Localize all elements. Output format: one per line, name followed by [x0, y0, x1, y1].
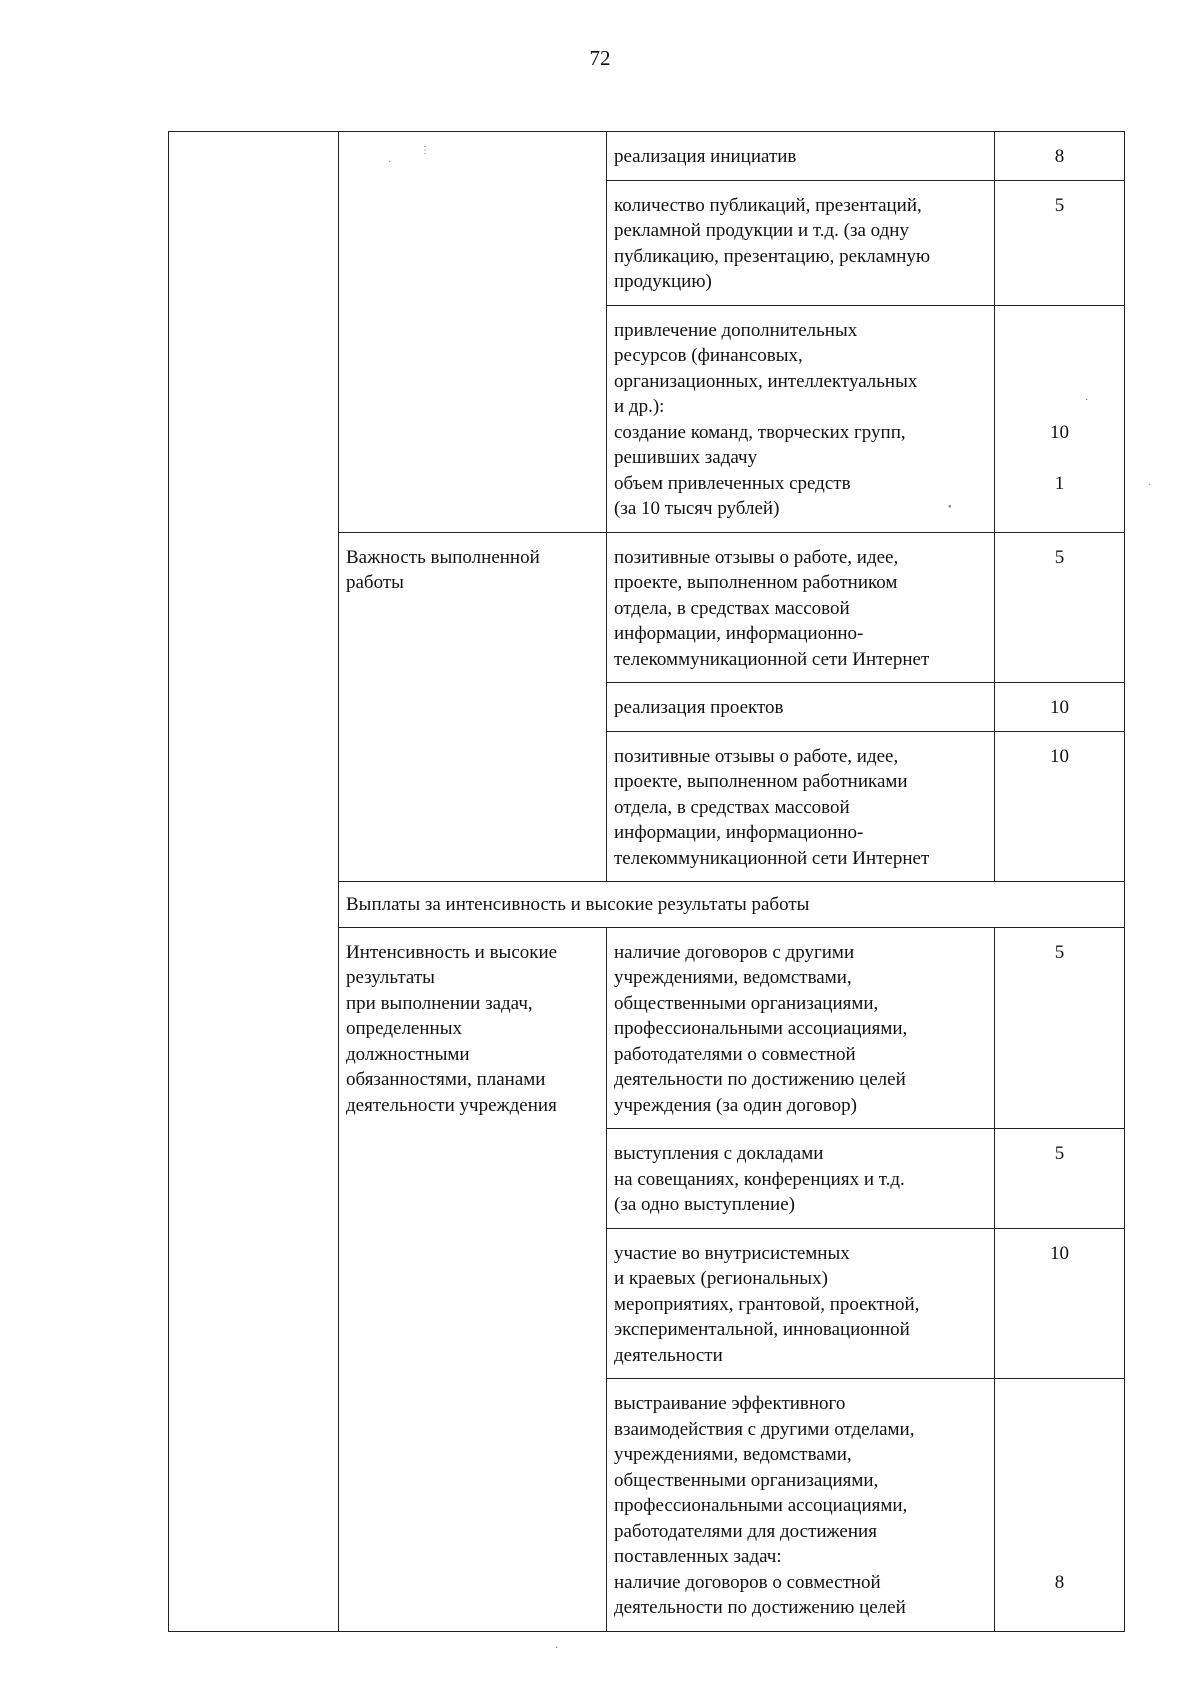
criterion-line: деятельности — [614, 1344, 723, 1366]
indicator-line: при выполнении задач, — [346, 992, 533, 1014]
criterion-line: реализация инициатив — [614, 146, 797, 167]
indicator-cell — [339, 532, 607, 882]
criterion-line: позитивные отзывы о работе, идее, — [614, 546, 899, 568]
criterion-line: объем привлеченных средств — [614, 472, 851, 494]
criterion-line: привлечение дополнительных — [614, 319, 858, 341]
criterion-line: учреждениями, ведомствами, — [614, 1444, 852, 1465]
criterion-line: создание команд, творческих групп, — [614, 421, 906, 443]
criterion-line: экспериментальной, инновационной — [614, 1319, 910, 1340]
criterion-line: выступления с докладами — [614, 1143, 824, 1164]
indicator-line: должностными — [346, 1043, 470, 1065]
score-cell — [995, 1129, 1125, 1229]
criterion-line: проекте, выполненном работниками — [614, 771, 908, 792]
criterion-line: (за одно выступление) — [614, 1194, 795, 1215]
criterion-line: ресурсов (финансовых, — [614, 345, 803, 366]
criterion-line: телекоммуникационной сети Интернет — [614, 847, 930, 869]
criterion-line: и краевых (региональных) — [614, 1268, 828, 1289]
score-value: 5 — [1054, 941, 1065, 963]
criterion-line: количество публикаций, презентаций, — [614, 194, 922, 216]
indicator-line: Важность выполненной — [346, 546, 540, 568]
indicator-line: результаты — [346, 967, 435, 988]
criterion-line: наличие договоров о совместной — [614, 1571, 881, 1593]
score-value: 10 — [1050, 697, 1069, 718]
criterion-line: проекте, выполненном работником — [614, 572, 898, 593]
criterion-line: наличие договоров с другими — [614, 941, 855, 963]
score-cell — [995, 731, 1125, 882]
score-cell — [995, 683, 1125, 732]
criterion-line: решивших задачу — [614, 447, 758, 468]
criterion-line: учреждения (за один договор) — [614, 1094, 857, 1116]
indicator-line: работы — [346, 572, 404, 593]
criterion-line: участие во внутрисистемных — [614, 1242, 850, 1264]
criterion-line: (за 10 тысяч рублей) — [614, 498, 780, 519]
score-value: 10 — [1050, 1242, 1069, 1264]
criterion-line: продукцию) — [614, 271, 712, 292]
criterion-line: мероприятиях, грантовой, проектной, — [614, 1293, 920, 1315]
criterion-line: отдела, в средствах массовой — [614, 796, 850, 818]
criterion-cell — [607, 305, 995, 532]
criterion-line: деятельности по достижению целей — [614, 1069, 906, 1090]
criterion-line: информации, информационно- — [614, 822, 864, 843]
indicator-line: определенных — [346, 1018, 462, 1039]
score-cell — [995, 1379, 1125, 1632]
criterion-cell — [607, 532, 995, 683]
scan-speck: ⋮ — [420, 145, 430, 156]
indicator-cell — [339, 927, 607, 1631]
criterion-cell — [607, 180, 995, 305]
page-number: 72 — [589, 46, 611, 70]
indicator-line: деятельности учреждения — [346, 1094, 557, 1116]
score-cell — [995, 180, 1125, 305]
score-value: 1 — [1054, 472, 1065, 494]
criterion-cell — [607, 132, 995, 181]
scan-speck: · — [1085, 395, 1089, 406]
indicator-line: обязанностями, планами — [346, 1069, 546, 1090]
score-cell — [995, 132, 1125, 181]
criterion-line: информации, информационно- — [614, 623, 864, 644]
criterion-cell — [607, 1379, 995, 1632]
score-value: 8 — [1054, 1571, 1065, 1593]
criterion-line: на совещаниях, конференциях и т.д. — [614, 1168, 905, 1190]
criterion-line: и др.): — [614, 396, 665, 417]
section-header: Выплаты за интенсивность и высокие результаты работы — [339, 882, 1125, 928]
criterion-line: работодателями о совместной — [614, 1043, 856, 1065]
criterion-line: профессиональными ассоциациями, — [614, 1495, 908, 1516]
criterion-line: организационных, интеллектуальных — [614, 370, 918, 392]
score-cell — [995, 532, 1125, 683]
criterion-line: позитивные отзывы о работе, идее, — [614, 745, 899, 767]
score-cell — [995, 927, 1125, 1129]
score-cell — [995, 1228, 1125, 1379]
criterion-line: реализация проектов — [614, 697, 784, 718]
table-row — [169, 132, 1125, 181]
criterion-cell — [607, 1129, 995, 1229]
score-value: 5 — [1054, 194, 1065, 216]
score-value: 10 — [1050, 745, 1069, 767]
criterion-line: публикацию, презентацию, рекламную — [614, 245, 931, 267]
score-cell — [995, 305, 1125, 532]
criterion-line: отдела, в средствах массовой — [614, 597, 850, 619]
score-value: 5 — [1054, 546, 1065, 568]
first-column-cell — [169, 132, 339, 1632]
criterion-line: рекламной продукции и т.д. (за одну — [614, 220, 909, 241]
criterion-line: общественными организациями, — [614, 1469, 879, 1491]
indicator-cell — [339, 132, 607, 533]
criterion-line: поставленных задач: — [614, 1546, 782, 1567]
criterion-line: деятельности по достижению целей — [614, 1597, 906, 1618]
scan-speck: · — [1148, 480, 1152, 491]
criterion-line: работодателями для достижения — [614, 1520, 877, 1542]
score-value: 5 — [1054, 1143, 1065, 1164]
criterion-line: учреждениями, ведомствами, — [614, 967, 852, 988]
criterion-cell — [607, 731, 995, 882]
criterion-cell — [607, 927, 995, 1129]
criterion-line: взаимодействия с другими отделами, — [614, 1418, 915, 1440]
scan-speck: • — [948, 502, 952, 513]
criterion-line: телекоммуникационной сети Интернет — [614, 648, 930, 670]
criterion-cell — [607, 1228, 995, 1379]
indicator-line: Интенсивность и высокие — [346, 941, 558, 963]
criterion-line: профессиональными ассоциациями, — [614, 1018, 908, 1039]
bonus-criteria-table — [168, 131, 1125, 1632]
score-value: 8 — [1054, 146, 1065, 167]
criterion-line: выстраивание эффективного — [614, 1393, 846, 1414]
scan-speck: · — [388, 157, 392, 168]
criterion-cell — [607, 683, 995, 732]
criterion-line: общественными организациями, — [614, 992, 879, 1014]
score-value: 10 — [1050, 421, 1069, 443]
scan-speck: · — [555, 1643, 559, 1654]
